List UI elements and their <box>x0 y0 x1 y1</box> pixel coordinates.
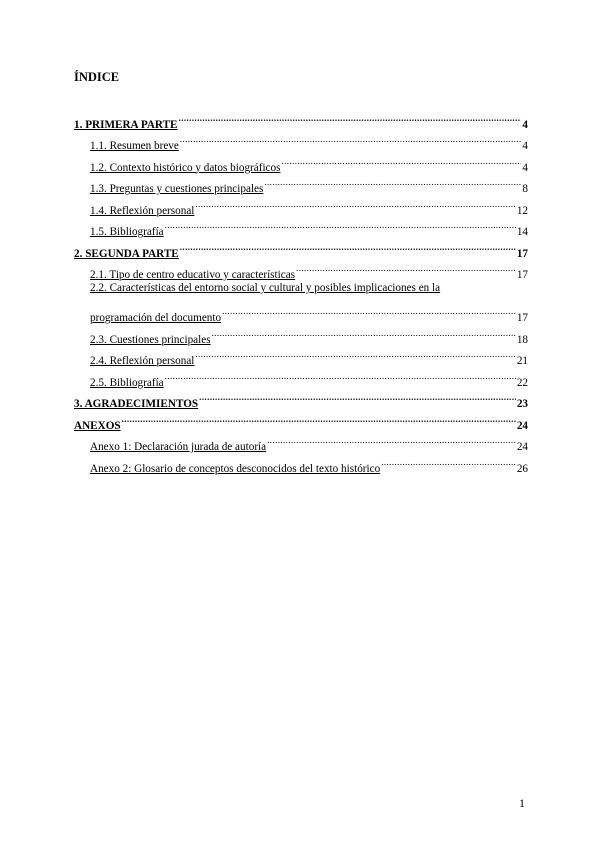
toc-leader-dots <box>264 171 521 193</box>
toc-entry-page: 14 <box>516 226 528 238</box>
toc-entry-caracteristicas-entorno[interactable] <box>74 278 528 324</box>
toc-entry-page: 24 <box>516 419 528 432</box>
toc-leader-dots <box>180 235 516 257</box>
toc-entry-page: 17 <box>516 312 528 324</box>
toc-entry-label: 1.3. Preguntas y cuestiones principales <box>90 183 264 195</box>
toc-entry-label: 1.2. Contexto histórico y datos biográficos <box>90 161 281 174</box>
toc-entry-bibliografia-1[interactable] <box>74 214 528 236</box>
toc-entry-primera-parte[interactable] <box>74 106 528 131</box>
toc-leader-dots <box>267 429 516 451</box>
toc-entry-label: 2.4. Reflexión personal <box>90 355 195 367</box>
toc-entry-label: ANEXOS <box>74 419 121 432</box>
toc-entry-segunda-parte[interactable] <box>74 235 528 260</box>
toc-entry-label: 2. SEGUNDA PARTE <box>74 247 179 260</box>
toc-entry-label: 1.4. Reflexión personal <box>90 204 195 217</box>
toc-entry-label: 2.3. Cuestiones principales <box>90 333 211 346</box>
toc-leader-dots <box>195 192 515 214</box>
toc-entry-preguntas-cuestiones[interactable] <box>74 171 528 193</box>
toc-entry-page: 18 <box>516 333 528 346</box>
toc-entry-reflexion-personal-2[interactable] <box>74 343 528 365</box>
toc-entry-label: Anexo 1: Declaración jurada de autoría <box>90 441 267 453</box>
toc-entry-label: 1.5. Bibliografía <box>90 226 164 238</box>
toc-leader-dots <box>165 364 516 386</box>
toc-entry-page: 23 <box>516 398 528 410</box>
toc-leader-dots <box>222 300 516 322</box>
toc-entry-label: 1.1. Resumen breve <box>90 140 179 152</box>
toc-entry-page: 12 <box>516 204 528 217</box>
toc-entry-page: 26 <box>516 462 528 475</box>
toc-entry-page: 4 <box>522 140 528 152</box>
toc-entry-anexo-2[interactable] <box>74 450 528 475</box>
toc-entry-label: 1. PRIMERA PARTE <box>74 118 178 131</box>
toc-entry-agradecimientos[interactable] <box>74 386 528 408</box>
toc-leader-dots <box>180 128 522 150</box>
toc-leader-dots <box>195 343 515 365</box>
toc-entry-page: 17 <box>516 247 528 260</box>
toc-leader-dots <box>179 106 522 128</box>
toc-entry-anexos[interactable] <box>74 407 528 432</box>
toc-entry-label-line1: 2.2. Características del entorno social y cultural y posibles implicaciones en la <box>90 282 441 294</box>
toc-entry-label: Anexo 2: Glosario de conceptos desconocidos del texto histórico <box>90 462 381 475</box>
table-of-contents <box>74 106 528 475</box>
toc-leader-dots <box>199 386 516 408</box>
toc-entry-reflexion-personal-1[interactable] <box>74 192 528 217</box>
toc-entry-page: 17 <box>516 269 528 281</box>
page-number: 1 <box>519 796 525 810</box>
toc-entry-page: 4 <box>522 118 528 131</box>
toc-entry-label: 2.5. Bibliografía <box>90 376 164 389</box>
toc-entry-cuestiones-principales[interactable] <box>74 321 528 346</box>
toc-leader-dots <box>212 321 516 343</box>
toc-leader-dots <box>122 407 516 429</box>
toc-leader-dots <box>296 257 516 279</box>
toc-entry-page: 22 <box>516 376 528 389</box>
toc-entry-label: 2.1. Tipo de centro educativo y características <box>90 269 296 281</box>
toc-entry-page: 4 <box>522 161 528 174</box>
toc-entry-tipo-centro[interactable] <box>74 257 528 279</box>
toc-entry-bibliografia-2[interactable] <box>74 364 528 389</box>
toc-entry-resumen-breve[interactable] <box>74 128 528 150</box>
toc-leader-dots <box>281 149 521 171</box>
toc-title: ÍNDICE <box>74 70 120 84</box>
toc-leader-dots <box>165 214 516 236</box>
toc-entry-page: 24 <box>516 441 528 453</box>
toc-entry-contexto-historico[interactable] <box>74 149 528 174</box>
toc-entry-page: 8 <box>522 183 528 195</box>
toc-entry-anexo-1[interactable] <box>74 429 528 451</box>
toc-leader-dots <box>381 450 516 472</box>
toc-entry-label-line2: programación del documento <box>90 312 222 324</box>
toc-entry-page: 21 <box>516 355 528 367</box>
toc-entry-label: 3. AGRADECIMIENTOS <box>74 398 199 410</box>
